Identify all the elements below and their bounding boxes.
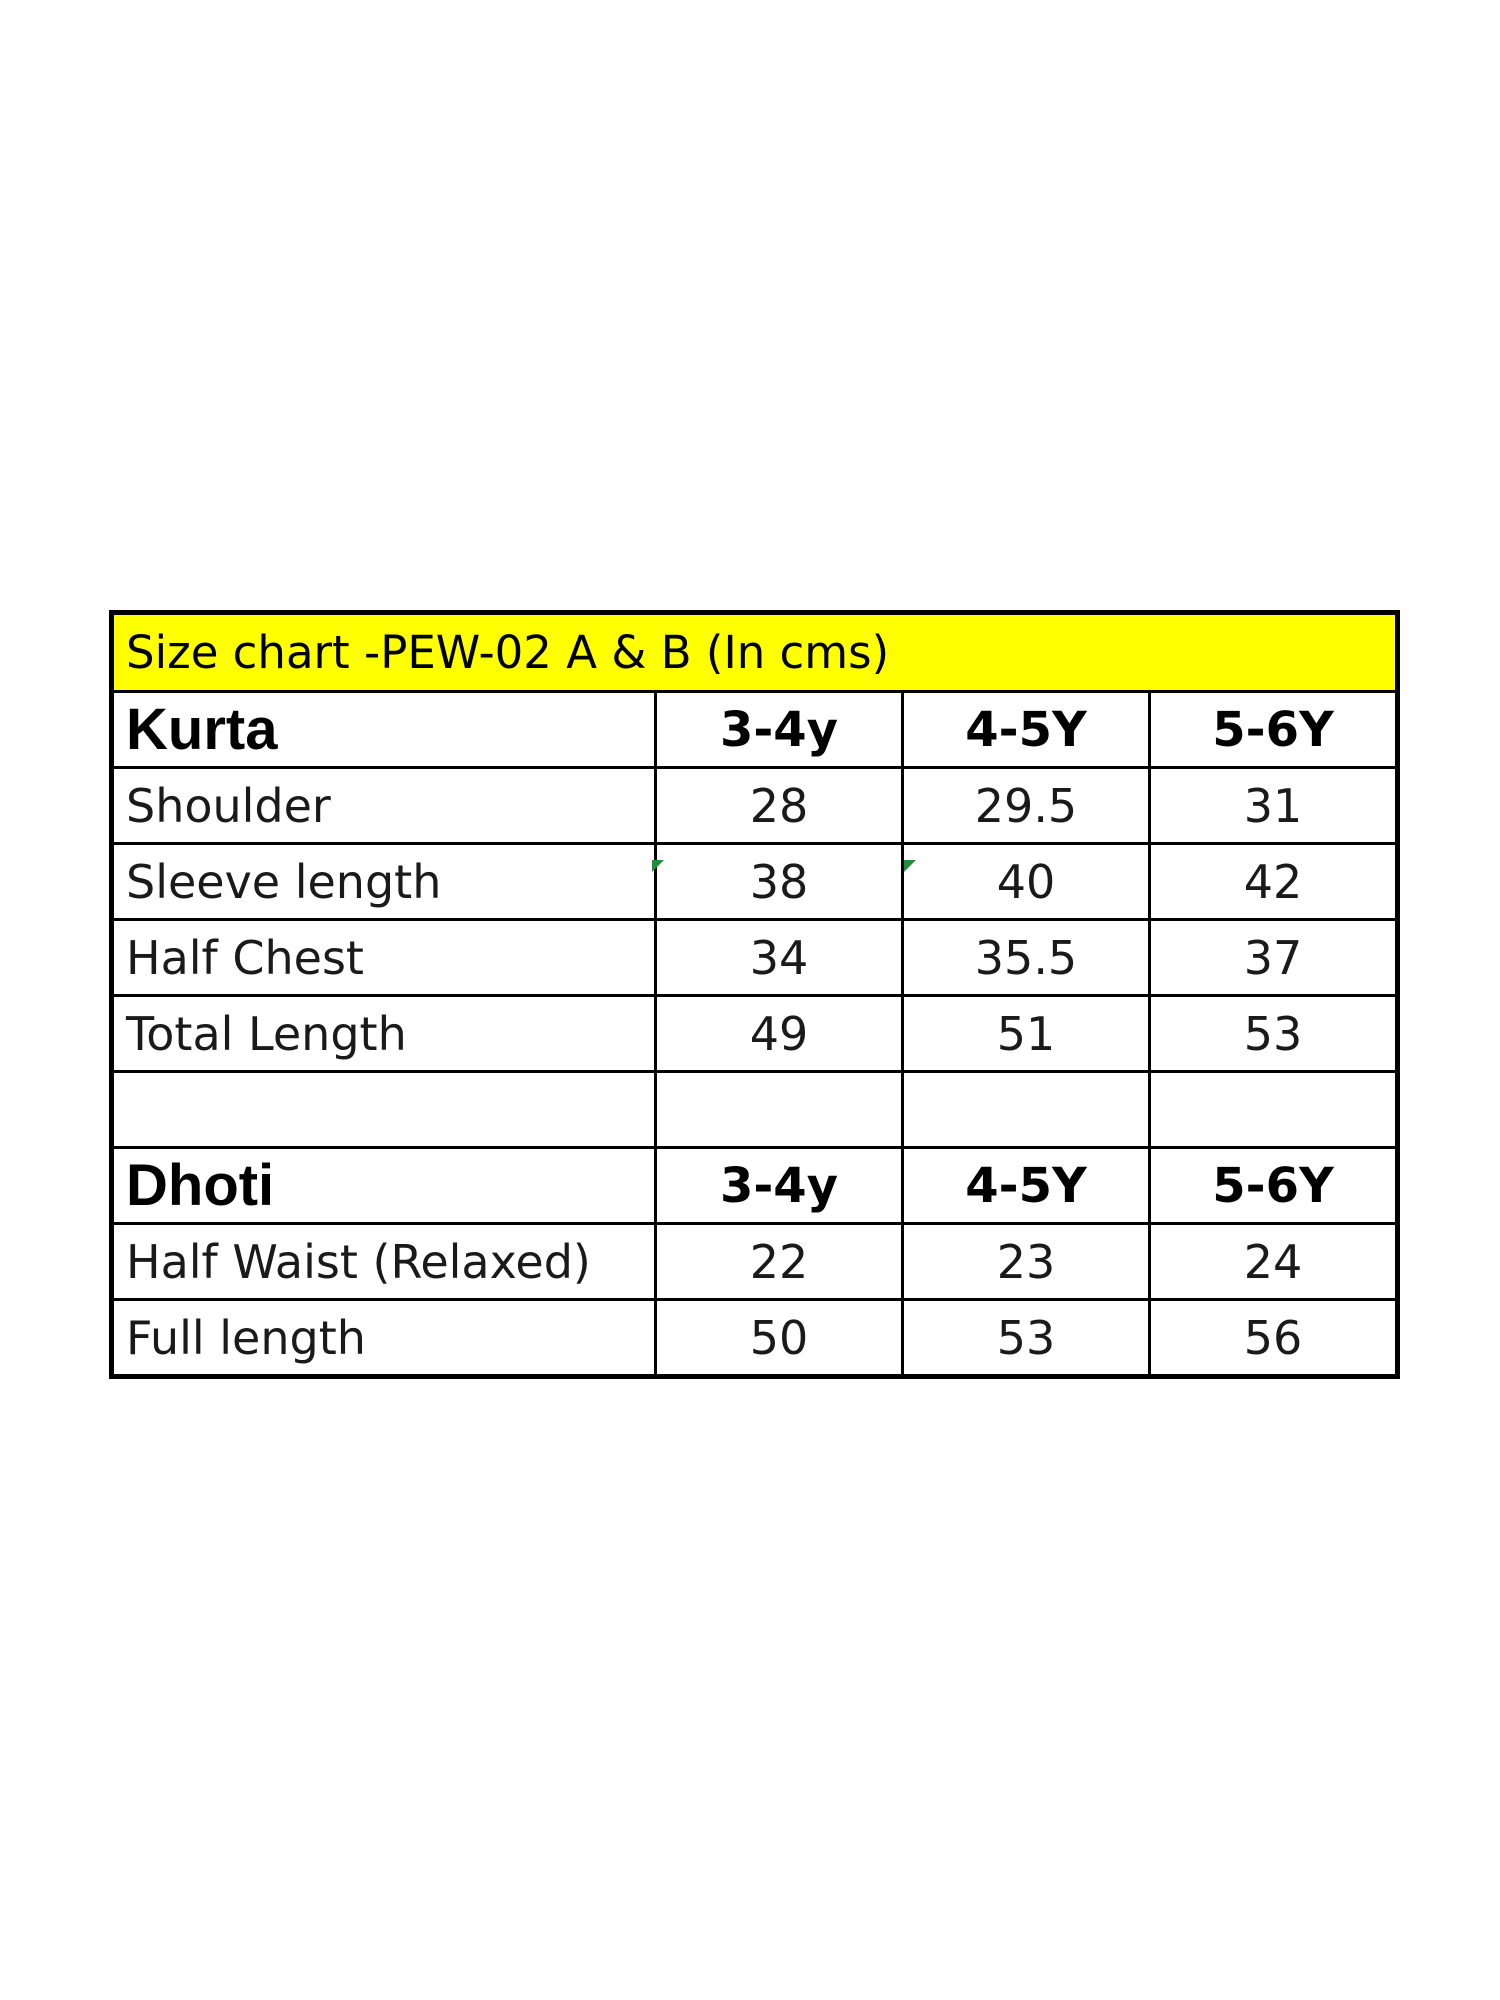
measurement-label: Shoulder <box>112 768 656 844</box>
measurement-label: Half Waist (Relaxed) <box>112 1224 656 1300</box>
measurement-value: 50 <box>656 1300 903 1377</box>
size-header: 5-6Y <box>1150 1148 1398 1224</box>
size-header: 3-4y <box>656 692 903 768</box>
measurement-label: Total Length <box>112 996 656 1072</box>
measurement-value: 53 <box>903 1300 1150 1377</box>
comment-indicator-icon <box>904 860 916 872</box>
size-header: 4-5Y <box>903 1148 1150 1224</box>
size-header: 4-5Y <box>903 692 1150 768</box>
measurement-value: 24 <box>1150 1224 1398 1300</box>
dhoti-header-row <box>112 1148 1398 1224</box>
empty-cell <box>903 1072 1150 1148</box>
comment-indicator-icon <box>652 860 664 872</box>
table-row <box>112 920 1398 996</box>
measurement-value: 29.5 <box>903 768 1150 844</box>
measurement-value: 28 <box>656 768 903 844</box>
title-row <box>112 613 1398 692</box>
dhoti-heading: Dhoti <box>112 1148 656 1224</box>
size-header: 5-6Y <box>1150 692 1398 768</box>
table-row <box>112 996 1398 1072</box>
measurement-value: 38 <box>656 844 903 920</box>
size-chart-title: Size chart -PEW-02 A & B (In cms) <box>112 613 1398 692</box>
measurement-value: 49 <box>656 996 903 1072</box>
measurement-value: 22 <box>656 1224 903 1300</box>
kurta-header-row <box>112 692 1398 768</box>
measurement-label: Full length <box>112 1300 656 1377</box>
measurement-value: 34 <box>656 920 903 996</box>
table-row <box>112 1224 1398 1300</box>
measurement-value: 37 <box>1150 920 1398 996</box>
empty-cell <box>112 1072 656 1148</box>
measurement-value: 42 <box>1150 844 1398 920</box>
measurement-value: 53 <box>1150 996 1398 1072</box>
kurta-heading: Kurta <box>112 692 656 768</box>
measurement-value: 40 <box>903 844 1150 920</box>
measurement-value: 56 <box>1150 1300 1398 1377</box>
measurement-value: 51 <box>903 996 1150 1072</box>
measurement-value: 23 <box>903 1224 1150 1300</box>
empty-row <box>112 1072 1398 1148</box>
measurement-value: 35.5 <box>903 920 1150 996</box>
size-chart-table <box>109 610 1400 1379</box>
table-row <box>112 768 1398 844</box>
size-header: 3-4y <box>656 1148 903 1224</box>
measurement-label: Half Chest <box>112 920 656 996</box>
measurement-label: Sleeve length <box>112 844 656 920</box>
empty-cell <box>1150 1072 1398 1148</box>
table-row <box>112 844 1398 920</box>
measurement-value: 31 <box>1150 768 1398 844</box>
empty-cell <box>656 1072 903 1148</box>
table-row <box>112 1300 1398 1377</box>
